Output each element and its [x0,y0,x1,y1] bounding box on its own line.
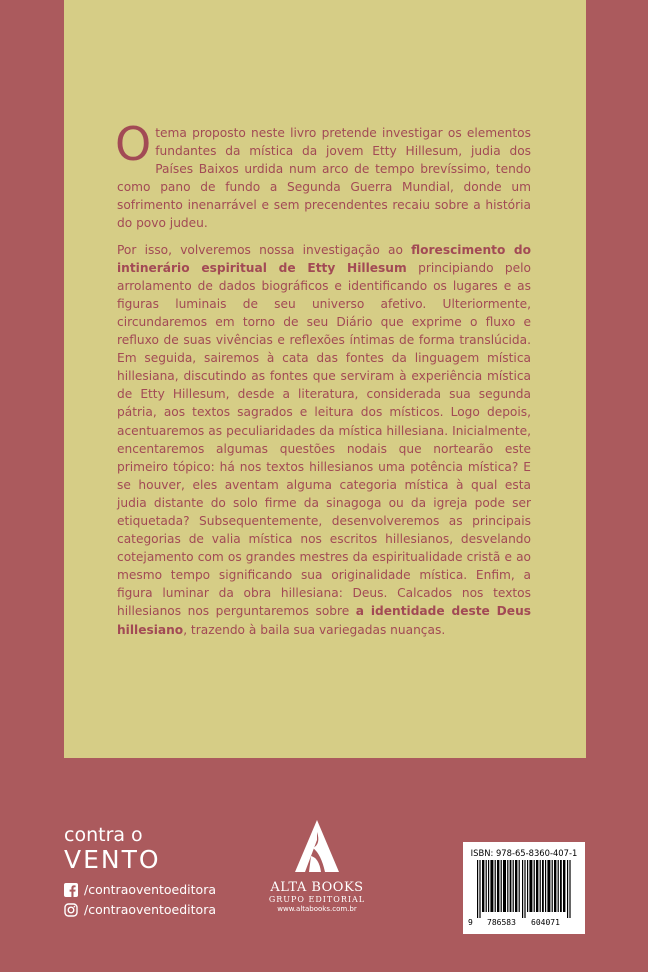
barcode-digits-left: 786583 [487,918,516,927]
barcode-bars [473,860,575,918]
alta-books-subtitle: GRUPO EDITORIAL [268,895,366,904]
barcode [463,842,585,934]
barcode-digits-right: 604071 [531,918,560,927]
instagram-handle: /contraoventoeditora [84,902,217,917]
facebook-handle: /contraoventoeditora [84,882,217,897]
drop-cap: O [115,117,152,171]
logo-line-2: VENTO [64,845,161,874]
paragraph-2 [117,241,531,639]
back-cover-text [115,117,531,647]
facebook-link[interactable] [64,882,216,897]
paragraph-1-text: tema proposto neste livro pretende investigar os elementos fundantes da mística da jovem Etty Hillesum, judia dos Países Baixos urdida num arco de tempo brevíssimo, tendo como pano de fundo a Segunda Guerra Mundial, donde um sofrimento inenarrável e sem precendentes recaiu sobre a história do povo judeu. [117,126,531,231]
alta-books-logo [262,818,372,913]
facebook-icon [64,883,78,897]
alta-books-emblem-icon [291,818,343,874]
instagram-link[interactable] [64,902,216,917]
paragraph-2-part-b: principiando pelo arrolamento de dados biográficos e identificando os lugares e as figuras luminais de seu universo afetivo. Ulteriormente, circundaremos em torno de seu Diário que exprime o fluxo e refluxo de suas vivências e reflexões íntimas de forma translúcida. Em seguida, sairemos à cata das fontes da linguagem mística hillesiana, discutindo as fontes que serviram à experiência mística de Etty Hillesum, desde a literatura, considerada sua segunda pátria, aos textos sagrados e leitura dos místicos. Logo depois, acentuaremos as peculiaridades da mística hillesiana. Inicialmente, encentaremos algumas questões nodais que nortearão este primeiro tópico: há nos textos hillesianos uma potência mística? E se houver, eles aventam alguma categoria mística à qual esta judia distante do solo firme da sinagoga ou da igreja pode ser etiquetada? Subsequentemente, desenvolveremos as principais categorias de valia mística nos escritos hillesianos, desvelando cotejamento com os grandes mestres da espiritualidade cristã e ao mesmo tempo significando sua originalidade mística. Enfim, a figura luminar da obra hillesiana: Deus. Calcados nos textos hillesianos nos perguntaremos sobre [117,260,531,619]
logo-line-1: contra o [64,824,143,846]
paragraph-1 [115,117,531,233]
alta-books-name: ALTA BOOKS [270,880,364,895]
instagram-icon [64,903,78,917]
barcode-digit-first: 9 [468,918,473,927]
alta-books-url: www.altabooks.com.br [277,905,357,913]
contra-o-vento-logo [64,824,161,874]
paragraph-2-part-a: Por isso, volveremos nossa investigação ao [117,242,412,257]
isbn-label: ISBN: 978-65-8360-407-1 [470,848,578,858]
paragraph-2-bold-1: florescimento do intinerário espiritual de Etty Hillesum [117,242,531,275]
paragraph-2-part-c: , trazendo à baila sua variegadas nuanças. [183,622,446,637]
paragraph-2-bold-2: a identidade deste Deus hillesiano [117,604,531,637]
